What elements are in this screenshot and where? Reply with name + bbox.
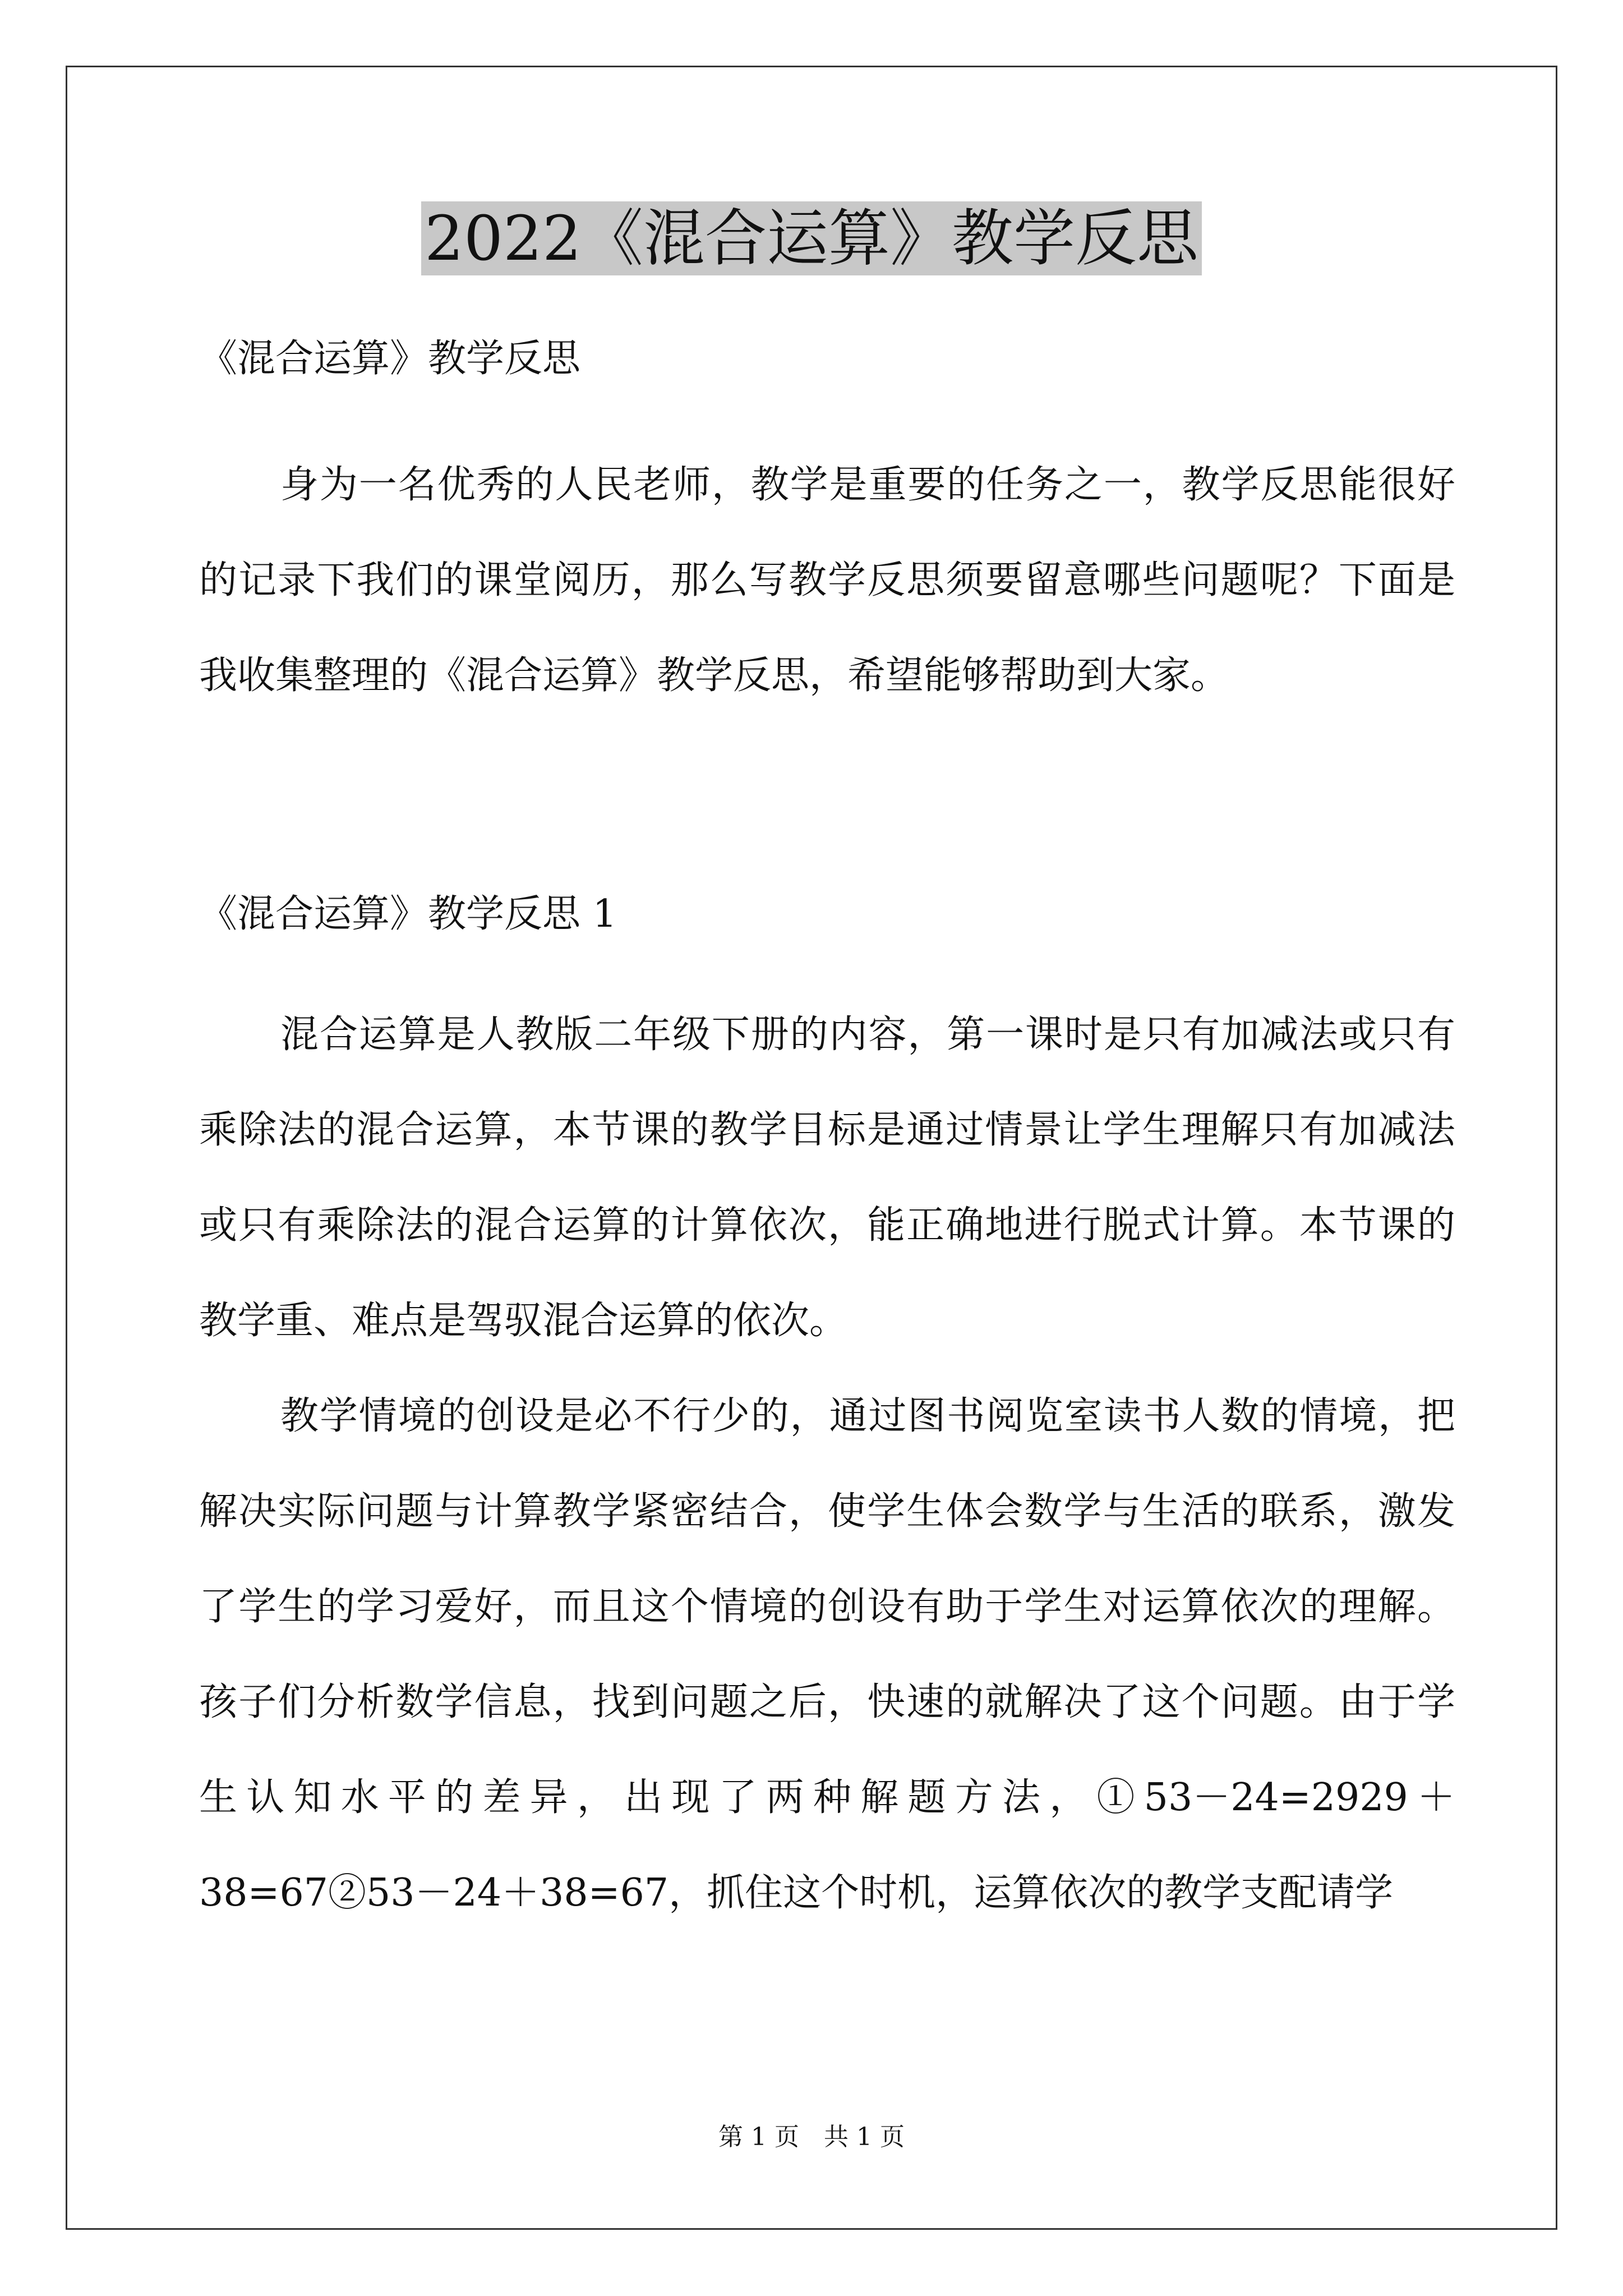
page-number: 第 1 页 共 1 页 [718,2123,905,2151]
document-title-text: 2022《混合运算》教学反思 [421,201,1202,275]
body-paragraph-2: 教学情境的创设是必不行少的，通过图书阅览室读书人数的情境，把解决实际问题与计算教学紧密结合，使学生体会数学与生活的联系，激发了学生的学习爱好，而且这个情境的创设有助于学生对运算依次的理解。孩子们分析数学信息，找到问题之后，快速的就解决了这个问题。由于学生认知水平的差异，出现了两种解题方法，①53－24=2929＋38=67②53－24＋38=67，抓住这个时机，运算依次的教学支配请学 [199,1394,1455,1915]
body-paragraph-1: 混合运算是人教版二年级下册的内容，第一课时是只有加减法或只有乘除法的混合运算，本节课的教学目标是通过情景让学生理解只有加减法或只有乘除法的混合运算的计算依次，能正确地进行脱式计算。本节课的教学重、难点是驾驭混合运算的依次。 [199,1013,1455,1343]
document-subtitle: 《混合运算》教学反思 [199,337,581,381]
section-heading: 《混合运算》教学反思 1 [199,892,617,936]
intro-paragraph: 身为一名优秀的人民老师，教学是重要的任务之一，教学反思能很好的记录下我们的课堂阅历，那么写教学反思须要留意哪些问题呢？下面是我收集整理的《混合运算》教学反思，希望能够帮助到大家。 [199,463,1455,698]
document-title [0,199,1623,278]
